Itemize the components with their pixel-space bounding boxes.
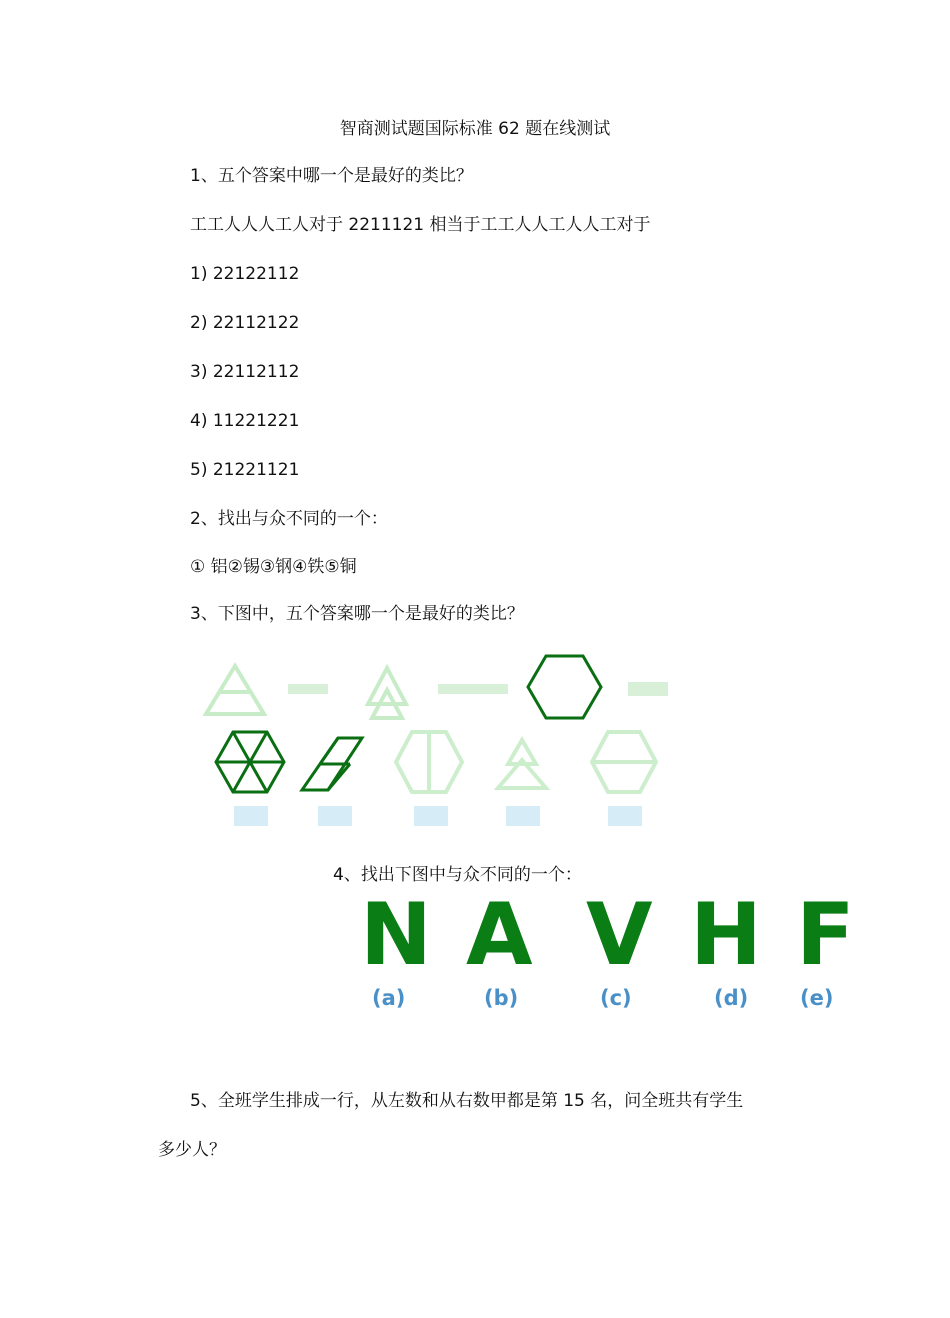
label-a: (a) — [372, 986, 406, 1010]
label-e: (e) — [800, 986, 834, 1010]
faint-answer-circle-hexagon — [396, 732, 462, 792]
faint-ratio-mark — [288, 684, 328, 694]
letter-v: V — [586, 885, 653, 985]
faint-answer-label-marks — [234, 806, 642, 826]
question-4-prompt: 4、找出下图中与众不同的一个： — [333, 865, 582, 885]
question-3-prompt: 3、下图中，五个答案哪一个是最好的类比？ — [190, 604, 524, 624]
faint-question-mark — [628, 682, 668, 696]
question-1-stem: 工工人人人工人对于 2211121 相当于工工人人工人人工对于 — [190, 215, 651, 235]
question-2-prompt: 2、找出与众不同的一个： — [190, 509, 388, 529]
question-5-prompt-line-1: 5、全班学生排成一行，从左数和从右数甲都是第 15 名，问全班共有学生 — [190, 1091, 744, 1111]
question-1-option-1: 1) 22122112 — [190, 264, 300, 284]
question-1-option-4: 4) 11221221 — [190, 411, 300, 431]
label-d: (d) — [714, 986, 749, 1010]
page-title: 智商测试题国际标准 62 题在线测试 — [339, 119, 611, 139]
label-b: (b) — [484, 986, 519, 1010]
letter-h: H — [690, 885, 762, 985]
question-1-option-2: 2) 22112122 — [190, 313, 300, 333]
question-1-prompt: 1、五个答案中哪一个是最好的类比？ — [190, 166, 473, 186]
faint-equals-mark — [438, 684, 508, 694]
hexagon-shape — [528, 656, 601, 718]
label-c: (c) — [600, 986, 632, 1010]
faint-triangle-shape — [206, 666, 264, 714]
question-4-figure — [328, 885, 868, 1030]
question-3-figure — [200, 648, 682, 834]
faint-stacked-triangle-shape — [368, 668, 406, 718]
question-2-options: ① 铝②锡③钢④铁⑤铜 — [190, 557, 357, 577]
letter-a: A — [466, 885, 533, 985]
answer-parallelogram-triangles — [302, 738, 362, 790]
answer-hexagon-triangulated — [216, 732, 284, 792]
letter-n: N — [360, 885, 432, 985]
letter-f: F — [796, 885, 855, 985]
question-5-prompt-line-2: 多少人？ — [158, 1140, 226, 1160]
question-1-option-5: 5) 21221121 — [190, 460, 300, 480]
faint-answer-stacked-triangle — [498, 740, 546, 788]
question-1-option-3: 3) 22112112 — [190, 362, 300, 382]
faint-answer-hexagon-lines — [592, 732, 656, 792]
